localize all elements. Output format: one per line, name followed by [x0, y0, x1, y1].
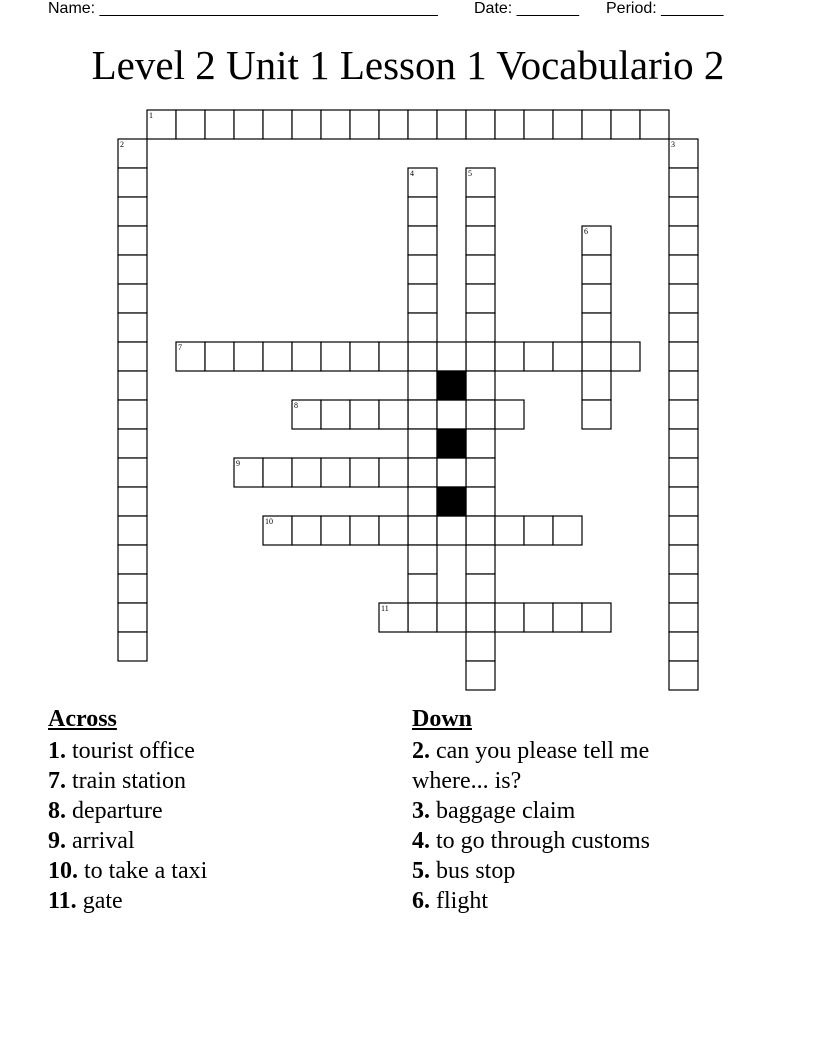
clue-number: 7. [48, 768, 66, 794]
grid-cell[interactable] [437, 342, 466, 371]
grid-cell[interactable] [669, 603, 698, 632]
grid-cell[interactable] [553, 516, 582, 545]
grid-cell[interactable] [350, 400, 379, 429]
cell-number: 6 [584, 227, 588, 236]
grid-cell[interactable] [408, 458, 437, 487]
grid-cell[interactable] [669, 313, 698, 342]
grid-cell[interactable] [466, 545, 495, 574]
grid-cell[interactable] [582, 603, 611, 632]
cell-number: 10 [265, 517, 273, 526]
grid-cell[interactable] [263, 458, 292, 487]
across-heading: Across [48, 706, 117, 732]
grid-cell[interactable] [669, 516, 698, 545]
grid-cell[interactable] [408, 226, 437, 255]
grid-cell[interactable] [524, 342, 553, 371]
across-clue [48, 826, 388, 856]
grid-cell[interactable] [408, 313, 437, 342]
grid-cell[interactable] [669, 255, 698, 284]
grid-cell[interactable] [582, 371, 611, 400]
clue-text: tourist office [66, 738, 195, 764]
grid-cell[interactable] [292, 110, 321, 139]
grid-cell[interactable] [669, 197, 698, 226]
grid-cell[interactable] [466, 371, 495, 400]
grid-cell[interactable] [408, 429, 437, 458]
grid-cell[interactable] [553, 342, 582, 371]
grid-cell[interactable] [118, 168, 147, 197]
grid-cell[interactable] [669, 342, 698, 371]
grid-cell[interactable] [408, 342, 437, 371]
grid-cell[interactable] [118, 400, 147, 429]
cell-number: 7 [178, 343, 182, 352]
grid-cell[interactable] [466, 458, 495, 487]
grid-cell[interactable] [408, 400, 437, 429]
grid-cell[interactable] [669, 574, 698, 603]
grid-cell[interactable] [669, 284, 698, 313]
down-heading: Down [412, 706, 473, 732]
grid-cell[interactable] [321, 110, 350, 139]
grid-cell[interactable] [350, 110, 379, 139]
grid-cell[interactable] [466, 516, 495, 545]
grid-cell[interactable] [408, 516, 437, 545]
grid-cell[interactable] [669, 545, 698, 574]
grid-cell[interactable] [495, 400, 524, 429]
grid-cell[interactable] [466, 313, 495, 342]
grid-cell[interactable] [495, 516, 524, 545]
grid-cell[interactable] [466, 632, 495, 661]
grid-cell[interactable] [582, 313, 611, 342]
grid-cell[interactable] [524, 516, 553, 545]
grid-cell[interactable] [118, 197, 147, 226]
cell-number: 1 [149, 111, 153, 120]
grid-cell[interactable] [205, 342, 234, 371]
grid-cell[interactable] [611, 342, 640, 371]
clue-text: can you please tell me where... is? [412, 738, 650, 794]
grid-cell[interactable] [408, 545, 437, 574]
grid-cell[interactable] [118, 342, 147, 371]
grid-cell[interactable] [466, 197, 495, 226]
cell-number: 4 [410, 169, 414, 178]
grid-cell[interactable] [582, 284, 611, 313]
grid-cell[interactable] [495, 603, 524, 632]
grid-cell[interactable] [466, 400, 495, 429]
black-cell [437, 429, 466, 458]
grid-cell[interactable] [408, 110, 437, 139]
grid-cell[interactable] [466, 603, 495, 632]
grid-cell[interactable] [350, 458, 379, 487]
grid-cell[interactable] [524, 110, 553, 139]
grid-cell[interactable] [118, 313, 147, 342]
grid-cell[interactable] [379, 400, 408, 429]
grid-cell[interactable] [669, 226, 698, 255]
grid-cell[interactable] [466, 661, 495, 690]
grid-cell[interactable] [118, 458, 147, 487]
grid-cell[interactable] [669, 400, 698, 429]
grid-cell[interactable] [437, 516, 466, 545]
grid-cell[interactable] [669, 487, 698, 516]
grid-cell[interactable] [466, 429, 495, 458]
grid-cell[interactable] [495, 110, 524, 139]
grid-cell[interactable] [437, 603, 466, 632]
grid-cell[interactable] [437, 400, 466, 429]
name-field[interactable]: Name: ______________________________________ [48, 0, 438, 17]
cell-number: 8 [294, 401, 298, 410]
grid-cell[interactable] [205, 110, 234, 139]
down-clue [412, 826, 712, 856]
grid-cell[interactable] [408, 603, 437, 632]
grid-cell[interactable] [118, 574, 147, 603]
grid-cell[interactable] [524, 603, 553, 632]
black-cell [437, 371, 466, 400]
grid-cell[interactable] [118, 429, 147, 458]
clue-number: 1. [48, 738, 66, 764]
grid-cell[interactable] [118, 516, 147, 545]
clue-text: to go through customs [430, 828, 650, 854]
clue-number: 2. [412, 738, 430, 764]
grid-cell[interactable] [408, 197, 437, 226]
grid-cell[interactable] [669, 661, 698, 690]
clue-text: flight [430, 888, 488, 914]
grid-cell[interactable] [466, 574, 495, 603]
grid-cell[interactable] [321, 516, 350, 545]
clue-text: to take a taxi [78, 858, 208, 884]
clue-number: 6. [412, 888, 430, 914]
clue-number: 9. [48, 828, 66, 854]
grid-cell[interactable] [321, 400, 350, 429]
across-clues [48, 704, 388, 916]
grid-cell[interactable] [466, 342, 495, 371]
grid-cell[interactable] [350, 516, 379, 545]
grid-cell[interactable] [292, 516, 321, 545]
clue-text: gate [76, 888, 123, 914]
grid-cell[interactable] [321, 342, 350, 371]
grid-cell[interactable] [669, 458, 698, 487]
clue-number: 11. [48, 888, 77, 914]
down-clues [412, 704, 712, 916]
date-field[interactable]: Date: _______ [474, 0, 579, 17]
cell-number: 11 [381, 604, 389, 613]
cell-number: 2 [120, 140, 124, 149]
grid-cell[interactable] [292, 342, 321, 371]
grid-cell[interactable] [582, 342, 611, 371]
grid-cell[interactable] [640, 110, 669, 139]
grid-cell[interactable] [466, 487, 495, 516]
grid-cell[interactable] [408, 284, 437, 313]
grid-cell[interactable] [582, 110, 611, 139]
across-clue [48, 736, 388, 766]
grid-cell[interactable] [669, 632, 698, 661]
down-clue [412, 736, 712, 796]
grid-cell[interactable] [437, 458, 466, 487]
black-cell [437, 487, 466, 516]
clue-text: bus stop [430, 858, 516, 884]
grid-cell[interactable] [408, 487, 437, 516]
grid-cell[interactable] [379, 110, 408, 139]
grid-cell[interactable] [408, 255, 437, 284]
grid-cell[interactable] [350, 342, 379, 371]
down-clue [412, 796, 712, 826]
grid-cell[interactable] [466, 284, 495, 313]
clue-text: departure [66, 798, 163, 824]
grid-cell[interactable] [379, 516, 408, 545]
page-title: Level 2 Unit 1 Lesson 1 Vocabulario 2 [91, 42, 725, 88]
grid-cell[interactable] [263, 110, 292, 139]
grid-cell[interactable] [611, 110, 640, 139]
grid-cell[interactable] [466, 110, 495, 139]
grid-cell[interactable] [669, 371, 698, 400]
clue-text: train station [66, 768, 186, 794]
grid-cell[interactable] [263, 342, 292, 371]
clue-number: 4. [412, 828, 430, 854]
grid-cell[interactable] [176, 110, 205, 139]
grid-cell[interactable] [321, 458, 350, 487]
across-clue [48, 886, 388, 916]
cell-number: 5 [468, 169, 472, 178]
grid-cell[interactable] [466, 226, 495, 255]
grid-cell[interactable] [118, 603, 147, 632]
grid-cell[interactable] [118, 226, 147, 255]
clue-number: 3. [412, 798, 430, 824]
grid-cell[interactable] [118, 284, 147, 313]
clue-number: 8. [48, 798, 66, 824]
cell-number: 3 [671, 140, 675, 149]
grid-cell[interactable] [118, 371, 147, 400]
clue-text: arrival [66, 828, 135, 854]
down-clue [412, 856, 712, 886]
grid-cell[interactable] [408, 574, 437, 603]
across-clue [48, 796, 388, 826]
grid-cell[interactable] [669, 429, 698, 458]
grid-cell[interactable] [234, 110, 263, 139]
grid-cell[interactable] [379, 342, 408, 371]
grid-cell[interactable] [582, 400, 611, 429]
down-clue [412, 886, 712, 916]
across-clue [48, 766, 388, 796]
grid-cell[interactable] [118, 255, 147, 284]
grid-cell[interactable] [582, 255, 611, 284]
grid-cell[interactable] [466, 255, 495, 284]
grid-cell[interactable] [669, 168, 698, 197]
clue-number: 10. [48, 858, 78, 884]
grid-cell[interactable] [553, 110, 582, 139]
cell-number: 9 [236, 459, 240, 468]
grid-cell[interactable] [437, 110, 466, 139]
grid-cell[interactable] [379, 458, 408, 487]
period-field[interactable]: Period: _______ [606, 0, 724, 17]
across-clue [48, 856, 388, 886]
clue-number: 5. [412, 858, 430, 884]
grid-cell[interactable] [553, 603, 582, 632]
grid-cell[interactable] [118, 487, 147, 516]
grid-cell[interactable] [118, 545, 147, 574]
grid-cell[interactable] [408, 371, 437, 400]
grid-cell[interactable] [118, 632, 147, 661]
grid-cell[interactable] [234, 342, 263, 371]
clue-text: baggage claim [430, 798, 576, 824]
grid-cell[interactable] [292, 458, 321, 487]
grid-cell[interactable] [495, 342, 524, 371]
